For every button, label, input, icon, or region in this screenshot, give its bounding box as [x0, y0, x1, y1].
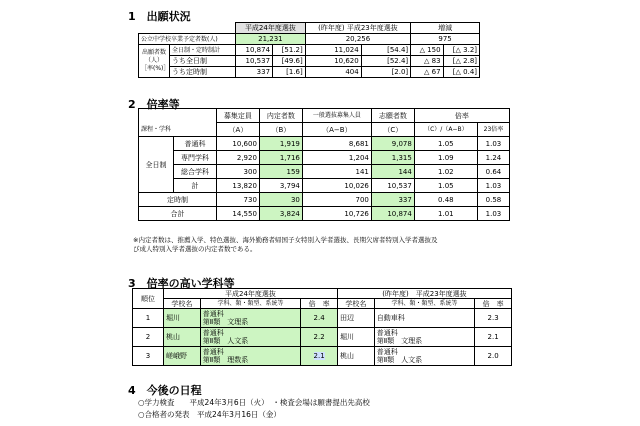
- teiji-label: 定時制: [139, 193, 217, 207]
- capacity: 13,820: [216, 179, 259, 193]
- head-ratio: 倍率: [414, 109, 509, 123]
- y23-head: (昨年度) 平成23年度選抜: [337, 289, 511, 299]
- capacity: 10,600: [216, 137, 259, 151]
- col-dept: 学科、類・類型、系統等: [200, 299, 300, 309]
- general: 10,026: [302, 179, 371, 193]
- diff-rate: [△ 0.4]: [443, 67, 479, 78]
- general: 1,204: [302, 151, 371, 165]
- dept-name: 計: [174, 179, 217, 193]
- admitted: 1,716: [259, 151, 302, 165]
- dept-name: 専門学科: [174, 151, 217, 165]
- applications-table: [138, 22, 480, 78]
- rate: [49.6]: [273, 56, 306, 67]
- top-ratio-table: [132, 288, 512, 366]
- col-school: 学校名: [337, 299, 374, 309]
- ratio23: 1.03: [477, 137, 509, 151]
- admitted: 30: [259, 193, 302, 207]
- rate: [52.4]: [361, 56, 410, 67]
- dept-name: 総合学科: [174, 165, 217, 179]
- value: 10,537: [236, 56, 273, 67]
- value: 10,620: [305, 56, 361, 67]
- head-applicants: 志願者数: [371, 109, 414, 123]
- section3-title: 3 倍率の高い学科等: [128, 277, 235, 290]
- applicants: 10,874: [371, 207, 414, 221]
- col-dept: 学科、類・類型、系統等: [374, 299, 474, 309]
- rate: [51.2]: [273, 45, 306, 56]
- ratio23: 1.03: [477, 207, 509, 221]
- col-ratio: 倍 率: [301, 299, 338, 309]
- admitted: 3,794: [259, 179, 302, 193]
- dept: 第Ⅱ類 文理系: [376, 337, 423, 345]
- y24-head: 平成24年度選抜: [164, 289, 338, 299]
- general: 700: [302, 193, 371, 207]
- ratio: 1.01: [414, 207, 477, 221]
- ratio: 2.4: [301, 309, 338, 328]
- dept: 第Ⅱ類 理数系: [202, 356, 249, 364]
- graduates-diff: 975: [411, 34, 480, 45]
- ratio: 2.3: [475, 309, 512, 328]
- rank-head: 順位: [133, 289, 164, 309]
- sub-c: （C）: [371, 123, 414, 137]
- dept: 第Ⅱ類 文理系: [202, 318, 249, 326]
- general: 10,726: [302, 207, 371, 221]
- head-general: 一般選抜募集人員: [302, 109, 371, 123]
- ratio23: 0.58: [477, 193, 509, 207]
- ratio: 2.1: [475, 328, 512, 347]
- zennichi-label: 全日制: [139, 137, 174, 193]
- applicants: 9,078: [371, 137, 414, 151]
- ratio23: 0.64: [477, 165, 509, 179]
- ratio: 1.05: [414, 137, 477, 151]
- value: 337: [236, 67, 273, 78]
- diff-rate: [△ 2.8]: [443, 56, 479, 67]
- capacity: 730: [216, 193, 259, 207]
- dept: 普通科: [376, 348, 398, 356]
- col-ratio: 倍 率: [475, 299, 512, 309]
- ratio: 1.05: [414, 179, 477, 193]
- ratio23: 1.24: [477, 151, 509, 165]
- dept-name: 普通科: [174, 137, 217, 151]
- capacity: 2,920: [216, 151, 259, 165]
- total-label: 合計: [139, 207, 217, 221]
- sub-a: （A）: [216, 123, 259, 137]
- general: 8,681: [302, 137, 371, 151]
- admitted: 159: [259, 165, 302, 179]
- applicants-side-label: 出願者数（人）［率(%)］: [139, 45, 170, 78]
- ratio: 2.0: [475, 347, 512, 366]
- capacity: 14,550: [216, 207, 259, 221]
- applicants: 144: [371, 165, 414, 179]
- dept: 普通科: [202, 310, 224, 318]
- school: 田辺: [337, 309, 374, 328]
- value: 11,024: [305, 45, 361, 56]
- school: 堀川: [164, 309, 201, 328]
- section2-title: 2 倍率等: [128, 98, 180, 111]
- rate: [2.0]: [361, 67, 410, 78]
- section1-title: 1 出願状況: [128, 10, 191, 23]
- col-2024: 平成24年度選抜: [236, 23, 306, 34]
- graduates-2023: 20,256: [305, 34, 410, 45]
- diff: △ 83: [411, 56, 443, 67]
- ratio-table: [138, 108, 510, 221]
- applicants: 10,537: [371, 179, 414, 193]
- row-label: うち定時制: [170, 67, 236, 78]
- school: 嵯峨野: [164, 347, 201, 366]
- applicants: 1,315: [371, 151, 414, 165]
- diff-rate: [△ 3.2]: [443, 45, 479, 56]
- ratio: 2.2: [301, 328, 338, 347]
- school: 桃山: [164, 328, 201, 347]
- rank: 1: [133, 309, 164, 328]
- row-label: うち全日制: [170, 56, 236, 67]
- admitted: 3,824: [259, 207, 302, 221]
- col-diff: 増減: [411, 23, 480, 34]
- section4-title: 4 今後の日程: [128, 384, 202, 397]
- value: 10,874: [236, 45, 273, 56]
- ratio: 2.1: [313, 352, 325, 360]
- dept: 普通科: [202, 348, 224, 356]
- schedule-exam: ○学力検査 平成24年3月6日（火） ・検査会場は願書提出先高校: [138, 398, 370, 407]
- head-admitted: 内定者数: [259, 109, 302, 123]
- ratio: 1.09: [414, 151, 477, 165]
- corner-label: 課程・学科: [139, 109, 217, 137]
- ratio: 1.02: [414, 165, 477, 179]
- schedule-announce: ○合格者の発表 平成24年3月16日（金）: [138, 410, 281, 419]
- ratio: 0.48: [414, 193, 477, 207]
- footnote: [133, 236, 513, 254]
- applicants: 337: [371, 193, 414, 207]
- col-school: 学校名: [164, 299, 201, 309]
- dept: 普通科: [202, 329, 224, 337]
- diff: △ 150: [411, 45, 443, 56]
- col-2023: (昨年度) 平成23年度選抜: [305, 23, 410, 34]
- head-capacity: 募集定員: [216, 109, 259, 123]
- school: 堀川: [337, 328, 374, 347]
- sub-ratio23: 23倍率: [477, 123, 509, 137]
- footnote-line: ※内定者数は、推薦入学、特色選抜、海外勤務者帰国子女特別入学者選抜、長期欠席者特別入学者選抜及: [133, 236, 438, 244]
- graduates-2024: 21,231: [236, 34, 306, 45]
- value: 404: [305, 67, 361, 78]
- dept: 普通科: [376, 329, 398, 337]
- sub-b: （B）: [259, 123, 302, 137]
- capacity: 300: [216, 165, 259, 179]
- footnote-line: び成人特別入学者選抜の内定者数である。: [133, 245, 257, 253]
- rank: 2: [133, 328, 164, 347]
- rate: [54.4]: [361, 45, 410, 56]
- row-graduates-label: 公立中学校卒業予定者数(人): [139, 34, 236, 45]
- sub-ratio: （C）/（A−B）: [414, 123, 477, 137]
- diff: △ 67: [411, 67, 443, 78]
- dept: 第Ⅱ類 人文系: [376, 356, 423, 364]
- ratio23: 1.03: [477, 179, 509, 193]
- row-label: 全日制・定時制計: [170, 45, 236, 56]
- admitted: 1,919: [259, 137, 302, 151]
- general: 141: [302, 165, 371, 179]
- dept: 第Ⅱ類 人文系: [202, 337, 249, 345]
- school: 桃山: [337, 347, 374, 366]
- dept: 自動車科: [376, 314, 405, 322]
- rank: 3: [133, 347, 164, 366]
- rate: [1.6]: [273, 67, 306, 78]
- sub-ab: （A−B）: [302, 123, 371, 137]
